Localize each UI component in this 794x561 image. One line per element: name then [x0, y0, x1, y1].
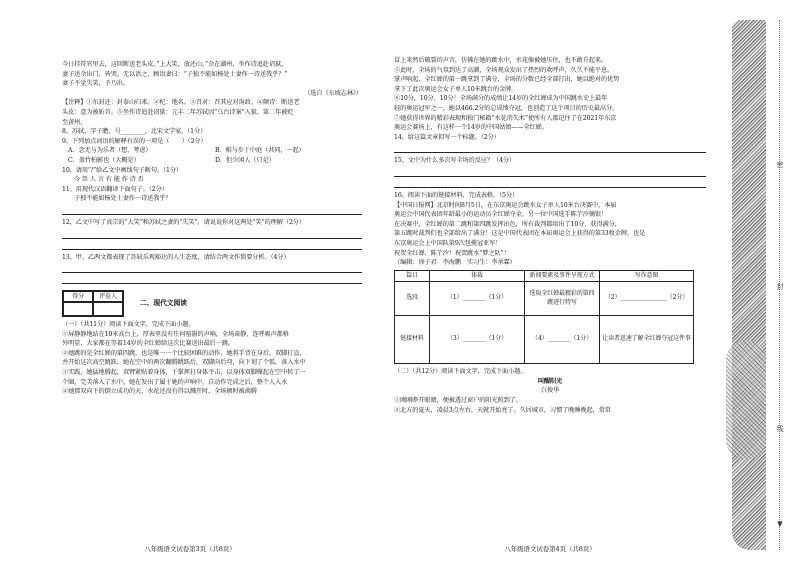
- passage-line: ⑤此时，全场的气氛到达了高潮，全场观众发出了热烈的欢呼声，久久不能平息。: [394, 66, 614, 74]
- row-label: 链接材料: [395, 316, 430, 364]
- question-9-options: [62, 146, 362, 165]
- grader-label: 评卷人: [93, 291, 123, 302]
- seal-mark: 线: [776, 425, 784, 433]
- question-10: 10、请用“/”给乙文中画线句子断句。（1分）: [62, 166, 183, 174]
- answer-line[interactable]: [394, 178, 706, 188]
- page-footer: 八年级语文试卷第3页（共8页）: [144, 545, 236, 554]
- news-line: 东京奥运会上中国队第9次包揽冠亚军！: [394, 239, 502, 247]
- passage-heading: （一）（共11分）阅读下面文字，完成下面小题。: [62, 321, 195, 329]
- arrow-down-icon: ▼: [777, 520, 783, 528]
- option-a: A．念无与为乐者（想，考虑）: [68, 147, 152, 155]
- part-2-heading: （二）（共12分）阅读下面文字，完成下面小题。: [394, 368, 527, 376]
- answer-line[interactable]: [394, 143, 706, 153]
- answer-line[interactable]: [394, 167, 706, 177]
- passage-line: 并开始这次高空跳跃。她在空中的两次翻腾跳跃后，双脚向后弯，向下划了个弧，落入水中: [62, 359, 306, 367]
- question-11: 11、用现代汉语翻译下面句子。（2分）: [62, 185, 168, 193]
- answer-table: [394, 270, 694, 365]
- essay-author: 白俊华: [540, 387, 560, 395]
- purpose-blank[interactable]: （2）________________（2分）: [600, 282, 694, 316]
- binding-pattern: [726, 340, 766, 460]
- genre-blank[interactable]: （1）________（1分）: [430, 282, 525, 316]
- essay-line: ①刚刚睁开眼睛，便被透过窗户的阳光照到了。: [394, 396, 522, 404]
- right-page: [380, 0, 720, 561]
- news-line: 在决赛中，全红婵的第二跳和第四跳发挥出色，所有裁判都给出了10分，获得满分，: [394, 220, 621, 228]
- seal-mark: 封: [776, 283, 784, 291]
- score-label: 得分: [63, 291, 93, 302]
- annotation-line: 至黄州。: [62, 118, 87, 126]
- editor-credit: （编辑：徐子君 李海鹏 实习生：李承霖）: [394, 259, 516, 267]
- section-title: 二、现代文阅读: [140, 298, 187, 307]
- answer-line[interactable]: [62, 229, 362, 239]
- news-line: 【中国日报网】北京时间8月5日，在东京奥运会跳水女子单人10米台决赛中，本届: [394, 201, 617, 209]
- passage-line: 轻的奥运冠军之一，她以466.2分的总成绩夺冠，也创造了这个项目的历史最高分。: [394, 104, 619, 112]
- news-material: [394, 201, 706, 259]
- answer-line[interactable]: [62, 274, 362, 284]
- passage-line: 奥运会赛场上，有这样一个14岁的中国姑娘——全红婵。: [394, 124, 548, 132]
- binding-pattern: [732, 20, 766, 550]
- score-cell[interactable]: [63, 302, 93, 316]
- genre-blank[interactable]: （3）________（1分）: [430, 316, 525, 364]
- question-10-sentence: 今 臣 人 言 有 能 作 诗 否: [74, 176, 144, 184]
- answer-line[interactable]: [62, 205, 362, 215]
- option-d: D．但少闲人（只是）: [215, 156, 275, 164]
- table-header: 篇目: [395, 270, 430, 282]
- text-line: 妻子送余出门，皆哭。无以语之，顾语妻曰：“子独不能如杨处士妻作一诗送我乎？”: [62, 70, 288, 78]
- question-9: 9、下列加点词语的解释有误的一项是（ ）（2分）: [62, 137, 207, 145]
- table-header: 写作意图: [600, 270, 694, 282]
- passage-line: 拿下了此次奥运会女子单人10米跳台的金牌。: [394, 85, 518, 93]
- purpose-cell: 让读者迅速了解全红婵夺冠这件事: [600, 316, 694, 364]
- seal-mark: 密: [776, 161, 784, 169]
- page-footer: 八年级语文试卷第4页（共8页）: [504, 545, 596, 554]
- left-page: [0, 0, 380, 561]
- annotation-line: 【注释】①东封还：封泰山归来。②杞：地名。③召对：召其应对询政。④颇诗：断送老: [62, 99, 300, 107]
- passage-line: ④她那双向下的倒立成功的天，水花还没有得以溅开时，全场顿时被沸腾: [62, 388, 257, 396]
- question-8: 8、苏轼，字子瞻，号________，北宋文学家。（1分）: [62, 128, 207, 136]
- row-label: 选段: [395, 282, 430, 316]
- annotation-line: 头皮：意为被斩首。⑤坐作诗追赴诏狱：元丰二年苏轼因“乌台诗案”入狱，第二年被贬: [62, 108, 294, 116]
- passage-line: ⑦她获得世界的精彩表现和独门秘籍“水花消失术”使所有人都记住了在2021年东京: [394, 114, 617, 122]
- table-header: 新闻要素及事件呈现方式: [525, 270, 600, 282]
- passage-line: ③实践，她猛地腾起，双臂紧贴着身体，于掌挥打身体平击，以身体双脚撑起在空中转了一: [62, 369, 306, 377]
- news-line: 奥运会中国代表团年龄最小的运动员全红婵夺金，另一位中国选手陈芋汐摘银！: [394, 211, 608, 219]
- grader-cell[interactable]: [93, 302, 123, 316]
- answer-line[interactable]: [62, 263, 362, 273]
- text-line: 今日挂符官里去，这回断送老头皮。”上大笑，放还山。”余在湖州，坐作诗追赴诏狱，: [62, 61, 288, 68]
- question-12: 12、乙文中写了真宗的“大笑”和苏轼之妻的“失笑”，请说说你对这两处“笑”的理解（2分）: [62, 218, 305, 226]
- passage: [62, 330, 362, 397]
- passage-line: 个圈，完美落入了水中。她在发出了属于她的声响中，自动作完成之后，整个人入水: [62, 378, 288, 386]
- option-c: C．盖竹柏影也（大概是）: [68, 156, 140, 164]
- passage-line: ⑥10分，10分，10分！全场满分的成绩让14岁的全红婵成为中国跳水史上最年: [394, 95, 608, 103]
- question-14: 14、给这篇文章拟写一个标题。（2分）: [394, 133, 500, 141]
- text-line: 妻子不觉失笑，予乃出。: [62, 80, 129, 88]
- score-section: [62, 290, 362, 317]
- passage-line: 掌声响起，全红婵的第一跳拿到了满分，全场的分数已经全部打出，她以绝对的优势: [394, 76, 620, 84]
- classical-text-tail: [62, 60, 362, 89]
- passage-line: ①屏静静地站在10米高台上，厚表里没有任何喧嚣的声响，全场肃静，连呼吸声都格: [62, 330, 289, 338]
- option-b: B．相与步于中庭（共同，一起）: [215, 147, 305, 155]
- question-13: 13、甲、乙两文都表现了苏轼乐观豁达的人生态度，请结合两文作简要分析。（4分）: [62, 253, 290, 261]
- passage-line: 外明显，大家都在等着14岁的全红婵给这次比赛送出最后一跳。: [62, 340, 235, 348]
- question-11-sentence: 子独不能如杨处士妻作一诗送我乎？: [74, 195, 172, 203]
- news-line: 祝贺全红婵、陈芋汐！祝贺跳水“梦之队”！: [394, 249, 510, 257]
- essay-title: 叫醒阳光: [537, 377, 563, 385]
- element-blank[interactable]: （4）________（1分）: [525, 316, 600, 364]
- news-line: 第五跳时裁判们也全部给出了满分！这是中国代表团在本届奥运会上获得的第33枚金牌，也是: [394, 230, 646, 238]
- binding-strip: [720, 0, 794, 561]
- table-header: 体裁: [430, 270, 525, 282]
- passage-line: ②她跳的是全红婵的第四跳，也是唯一一个比较困难的动作，她将手背在身后，双脚打直，: [62, 349, 306, 357]
- passage-continued: [394, 56, 706, 133]
- answer-line[interactable]: [62, 240, 362, 250]
- score-box: [62, 290, 124, 317]
- question-16: 16、阅读下面的链接材料，完成表格。（5分）: [394, 191, 519, 199]
- annotations: [62, 98, 362, 127]
- question-15: 15、文中为什么多次写全场的反应？（4分）: [394, 157, 516, 165]
- passage-line: 冒上来然后破裂的声音，仿佛在她的跳水中，水花像被她压住，也不敢升起来。: [394, 57, 608, 64]
- essay-line: ②北方的夏天，凌晨3点左右，天就开始亮了。久居城市，习惯了晚睡晚起，常常: [394, 406, 611, 414]
- element-cell: 选取全红婵最精彩的第四跳进行特写: [525, 282, 600, 316]
- source-note: （选自《东坡志林》）: [304, 89, 362, 97]
